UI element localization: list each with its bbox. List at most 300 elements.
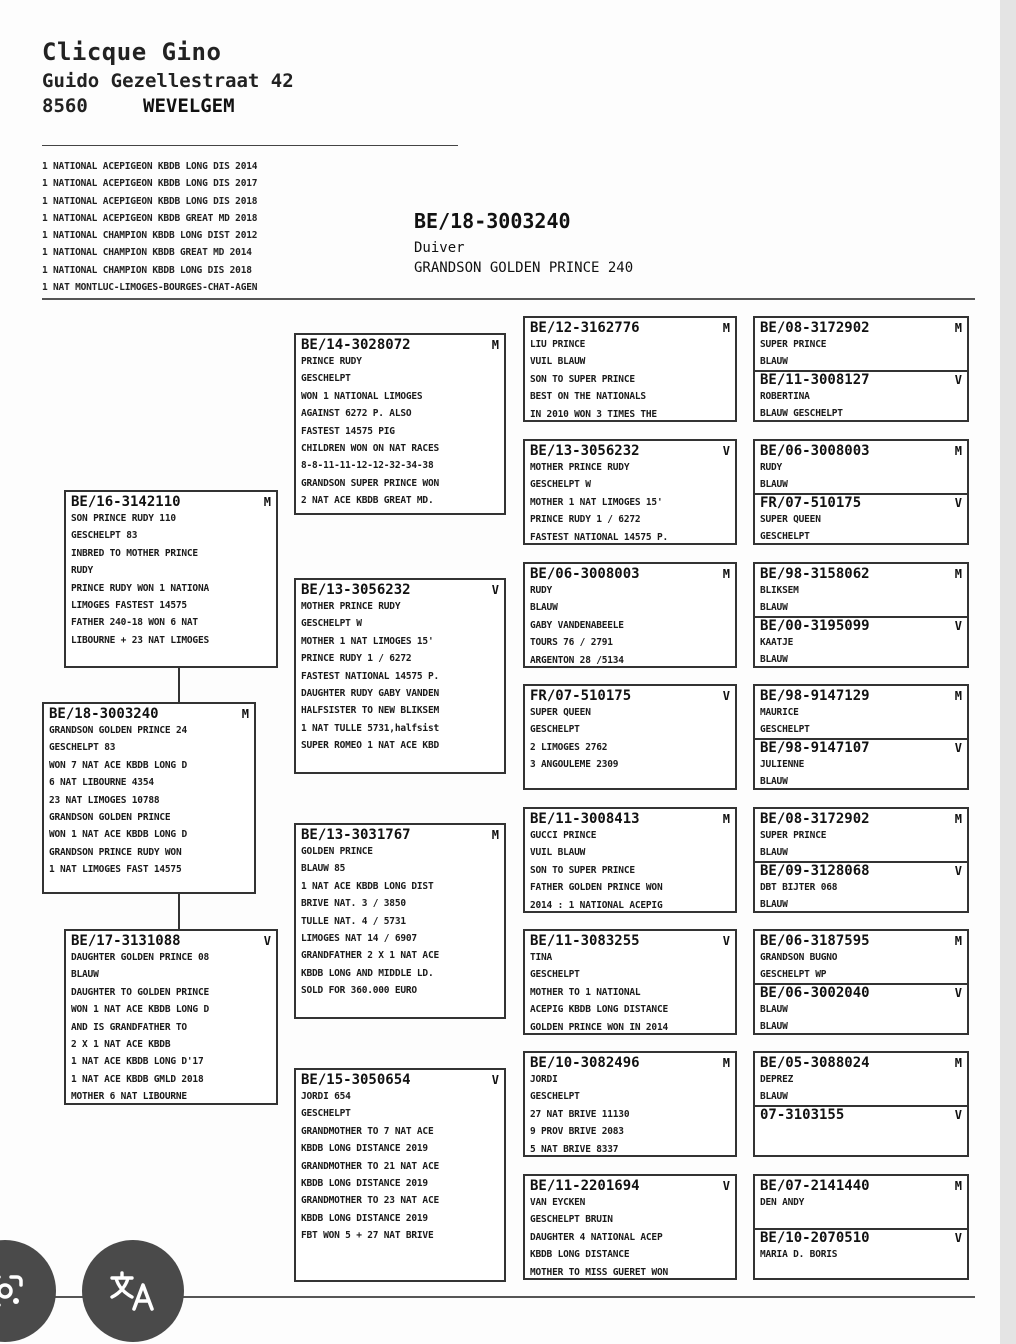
box-header <box>530 688 730 704</box>
box-lines <box>760 879 962 913</box>
sex-marker: M <box>491 338 499 352</box>
info-line: MOTHER 1 NAT LIMOGES 15' <box>530 496 663 508</box>
info-line: WON 1 NAT ACE KBDB LONG D <box>71 1004 209 1016</box>
info-line: JORDI 654 <box>301 1091 351 1102</box>
info-line: MOTHER TO MISS GUERET WON <box>530 1266 668 1278</box>
info-line: 1 NAT ACE KBDB LONG D'17 <box>71 1056 204 1068</box>
achievement-item: 1 NATIONAL ACEPIGEON KBDB GREAT MD 2018 <box>42 212 258 224</box>
ring-number: BE/05-3088024 <box>760 1055 870 1071</box>
ring-number: FR/07-510175 <box>530 688 632 704</box>
sex-marker: M <box>722 812 730 826</box>
pigeon-pair-box <box>753 929 969 1035</box>
ring-number: BE/06-3002040 <box>760 985 870 1001</box>
info-line: MOTHER TO 1 NATIONAL <box>530 986 641 998</box>
info-line: GOLDEN PRINCE WON IN 2014 <box>530 1021 668 1033</box>
header-divider <box>42 145 458 146</box>
info-line: SON TO SUPER PRINCE <box>530 864 635 876</box>
info-line: 1 NAT LIMOGES FAST 14575 <box>49 864 182 876</box>
pigeon-box-great-grandparent <box>523 1174 737 1280</box>
info-line: INBRED TO MOTHER PRINCE <box>71 547 198 559</box>
ring-number: BE/09-3128068 <box>760 863 870 879</box>
info-line: BLAUW <box>530 602 558 614</box>
pigeon-hen <box>755 1228 967 1280</box>
box-lines <box>760 634 962 668</box>
box-lines <box>301 843 499 1000</box>
info-line: TOURS 76 / 2791 <box>530 637 613 649</box>
box-lines <box>530 459 730 545</box>
pigeon-pair-box <box>753 1051 969 1157</box>
info-line: GRANDSON GOLDEN PRINCE 24 <box>49 725 187 736</box>
pigeon-cock <box>760 688 962 738</box>
info-line: GRANDFATHER 2 X 1 NAT ACE <box>301 950 439 962</box>
box-lines <box>760 1071 962 1106</box>
info-line: LIU PRINCE <box>530 339 586 350</box>
info-line: GESCHELPT W <box>530 479 591 491</box>
box-lines <box>530 1194 730 1280</box>
info-line: SON PRINCE RUDY 110 <box>71 513 176 524</box>
info-line: LIMOGES NAT 14 / 6907 <box>301 933 417 945</box>
info-line: MOTHER PRINCE RUDY <box>301 601 401 612</box>
info-line: DAUGHTER 4 NATIONAL ACEP <box>530 1231 663 1243</box>
info-line: MAURICE <box>760 707 799 718</box>
info-line: GESCHELPT <box>530 1091 580 1103</box>
info-line: RUDY <box>760 462 783 473</box>
box-lines <box>530 582 730 668</box>
info-line: GRANDSON GOLDEN PRINCE <box>49 812 171 824</box>
box-header <box>760 1178 962 1194</box>
sex-marker: V <box>263 934 271 948</box>
sex-marker: V <box>954 496 962 510</box>
box-header <box>760 863 962 879</box>
ring-number: BE/14-3028072 <box>301 337 411 353</box>
info-line: BLAUW <box>760 899 788 911</box>
info-line: BLAUW <box>760 1091 788 1103</box>
info-line: WON 1 NATIONAL LIMOGES <box>301 390 423 402</box>
pigeon-pair-box <box>753 807 969 913</box>
info-line: GESCHELPT <box>760 724 810 736</box>
box-lines <box>760 704 962 739</box>
info-line: MARIA D. BORIS <box>760 1249 838 1260</box>
info-line: PRINCE RUDY <box>301 356 362 367</box>
info-line: GABY VANDENABEELE <box>530 619 624 631</box>
box-header <box>760 1055 962 1071</box>
info-line: PRINCE RUDY 1 / 6272 <box>301 653 412 665</box>
sex-marker: V <box>491 583 499 597</box>
sex-marker: V <box>954 741 962 755</box>
ring-number: BE/06-3008003 <box>530 566 640 582</box>
pigeon-cock <box>760 566 962 616</box>
info-line: GESCHELPT <box>530 724 580 736</box>
pigeon-pair-box <box>753 439 969 545</box>
info-line: VUIL BLAUW <box>530 847 586 859</box>
sex-marker: V <box>954 986 962 1000</box>
main-sex: Duiver <box>414 240 465 256</box>
info-line: GOLDEN PRINCE <box>301 846 373 857</box>
achievement-item: 1 NAT MONTLUC-LIMOGES-BOURGES-CHAT-AGEN <box>42 282 258 294</box>
info-line: DEPREZ <box>760 1074 794 1085</box>
info-line: 3 ANGOULEME 2309 <box>530 759 619 771</box>
scroll-edge <box>1000 0 1016 1344</box>
achievement-item: 1 NATIONAL ACEPIGEON KBDB LONG DIS 2014 <box>42 161 258 172</box>
box-header <box>760 443 962 459</box>
ring-number: BE/15-3050654 <box>301 1072 411 1088</box>
info-line: GESCHELPT <box>530 969 580 981</box>
info-line: BRIVE NAT. 3 / 3850 <box>301 898 406 910</box>
achievement-item: 1 NATIONAL ACEPIGEON KBDB LONG DIS 2018 <box>42 195 258 207</box>
info-line: GESCHELPT 83 <box>71 530 138 542</box>
box-lines <box>760 827 962 862</box>
box-header <box>760 566 962 582</box>
ring-number: BE/12-3162776 <box>530 320 640 336</box>
box-header <box>760 372 962 388</box>
pigeon-hen <box>755 983 967 1035</box>
info-line: BLAUW <box>760 847 788 859</box>
box-lines <box>760 756 962 790</box>
info-line: VAN EYCKEN <box>530 1197 586 1208</box>
sex-marker: V <box>954 1231 962 1245</box>
ring-number: BE/08-3172902 <box>760 320 870 336</box>
info-line: KBDB LONG DISTANCE <box>530 1249 630 1261</box>
ring-number: BE/13-3056232 <box>301 582 411 598</box>
sex-marker: V <box>722 444 730 458</box>
box-lines <box>760 1246 962 1263</box>
pigeon-box-great-grandparent <box>523 807 737 913</box>
ring-number: BE/11-2201694 <box>530 1178 640 1194</box>
pigeon-box-dam <box>64 929 278 1105</box>
sex-marker: V <box>954 864 962 878</box>
box-header <box>301 827 499 843</box>
pigeon-box-subject <box>42 702 256 894</box>
info-line: GRANDSON SUPER PRINCE WON <box>301 477 439 489</box>
info-line: LIBOURNE + 23 NAT LIMOGES <box>71 634 209 646</box>
info-line: BLAUW <box>760 1004 788 1015</box>
achievement-item: 1 NATIONAL CHAMPION KBDB LONG DIST 2012 <box>42 230 258 242</box>
sex-marker: V <box>491 1073 499 1087</box>
info-line: CHILDREN WON ON NAT RACES <box>301 443 439 455</box>
box-header <box>530 933 730 949</box>
ring-number: BE/13-3031767 <box>301 827 411 843</box>
box-header <box>71 933 271 949</box>
box-header <box>530 320 730 336</box>
info-line: JORDI <box>530 1074 558 1085</box>
box-header <box>760 618 962 634</box>
box-header <box>760 811 962 827</box>
box-lines <box>760 459 962 494</box>
info-line: GRANDSON PRINCE RUDY WON <box>49 846 182 858</box>
box-header <box>301 1072 499 1088</box>
box-lines <box>71 510 271 649</box>
pigeon-box-sire <box>64 490 278 668</box>
info-line: BLAUW <box>760 776 788 788</box>
info-line: FBT WON 5 + 27 NAT BRIVE <box>301 1230 434 1242</box>
box-header <box>760 320 962 336</box>
info-line: DBT BIJTER 068 <box>760 882 838 893</box>
info-line: ROBERTINA <box>760 391 810 402</box>
box-lines <box>530 827 730 913</box>
ring-number: BE/06-3187595 <box>760 933 870 949</box>
info-line: IN 2010 WON 3 TIMES THE <box>530 408 657 420</box>
info-line: KBDB LONG AND MIDDLE LD. <box>301 967 434 979</box>
info-line: RUDY <box>530 585 553 596</box>
pigeon-pair-box <box>753 562 969 668</box>
ring-number: BE/98-9147129 <box>760 688 870 704</box>
pigeon-cock <box>760 1178 962 1228</box>
pigeon-box-grandparent <box>294 1068 506 1282</box>
info-line: BLAUW <box>760 602 788 614</box>
info-line: DAUGHTER RUDY GABY VANDEN <box>301 688 439 700</box>
pigeon-box-grandparent <box>294 333 506 515</box>
info-line: DAUGHTER TO GOLDEN PRINCE <box>71 986 209 998</box>
info-line: GESCHELPT <box>301 373 351 385</box>
sex-marker: M <box>954 812 962 826</box>
info-line: BLAUW <box>71 969 99 981</box>
info-line: GESCHELPT 83 <box>49 742 116 754</box>
info-line: SUPER PRINCE <box>760 830 827 841</box>
sex-marker: M <box>954 321 962 335</box>
box-lines <box>49 722 249 879</box>
pigeon-box-grandparent <box>294 578 506 774</box>
pigeon-box-great-grandparent <box>523 1051 737 1157</box>
info-line: FASTEST NATIONAL 14575 P. <box>301 670 439 682</box>
ring-number: BE/16-3142110 <box>71 494 181 510</box>
pigeon-hen <box>755 738 967 790</box>
box-lines <box>71 949 271 1105</box>
sex-marker: V <box>954 373 962 387</box>
info-line: GRANDMOTHER TO 21 NAT ACE <box>301 1160 439 1172</box>
box-header <box>760 688 962 704</box>
main-description: GRANDSON GOLDEN PRINCE 240 <box>414 260 634 276</box>
box-header <box>301 582 499 598</box>
translate-button[interactable] <box>82 1240 184 1342</box>
pigeon-hen <box>755 861 967 913</box>
ring-number: BE/17-3131088 <box>71 933 181 949</box>
info-line: KAATJE <box>760 637 794 648</box>
sex-marker: M <box>954 1179 962 1193</box>
pigeon-pair-box <box>753 684 969 790</box>
box-header <box>760 1107 962 1123</box>
info-line: GESCHELPT <box>301 1108 351 1120</box>
pigeon-cock <box>760 1055 962 1105</box>
ring-number: BE/11-3008127 <box>760 372 870 388</box>
info-line: 6 NAT LIBOURNE 4354 <box>49 777 154 789</box>
info-line: VUIL BLAUW <box>530 356 586 368</box>
owner-city: WEVELGEM <box>143 95 235 117</box>
info-line: TINA <box>530 952 553 963</box>
info-line: BLAUW <box>760 654 788 666</box>
info-line: SUPER QUEEN <box>530 707 591 718</box>
ring-number: BE/10-2070510 <box>760 1230 870 1246</box>
box-lines <box>530 704 730 774</box>
sex-marker: M <box>954 689 962 703</box>
info-line: ARGENTON 28 /5134 <box>530 654 624 666</box>
pigeon-cock <box>760 933 962 983</box>
info-line: MOTHER PRINCE RUDY <box>530 462 630 473</box>
info-line: FATHER GOLDEN PRINCE WON <box>530 882 663 894</box>
info-line: BLAUW 85 <box>301 863 346 875</box>
box-header <box>760 740 962 756</box>
info-line: FASTEST NATIONAL 14575 P. <box>530 531 668 543</box>
box-lines <box>760 511 962 545</box>
sex-marker: V <box>954 619 962 633</box>
pigeon-box-great-grandparent <box>523 316 737 422</box>
info-line: 2 LIMOGES 2762 <box>530 741 608 753</box>
info-line: HALFSISTER TO NEW BLIKSEM <box>301 705 439 717</box>
google-lens-icon <box>0 1271 25 1311</box>
sex-marker: M <box>954 567 962 581</box>
info-line: TULLE NAT. 4 / 5731 <box>301 915 406 927</box>
achievement-item: 1 NATIONAL CHAMPION KBDB GREAT MD 2014 <box>42 247 252 259</box>
pigeon-hen <box>755 493 967 545</box>
info-line: DEN ANDY <box>760 1197 805 1208</box>
pigeon-box-great-grandparent <box>523 562 737 668</box>
info-line: GESCHELPT <box>760 531 810 543</box>
info-line: BLAUW <box>760 1021 788 1033</box>
pigeon-hen <box>755 616 967 668</box>
info-line: LIMOGES FASTEST 14575 <box>71 600 187 612</box>
owner-name: Clicque Gino <box>42 38 222 66</box>
info-line: SON TO SUPER PRINCE <box>530 373 635 385</box>
box-header <box>760 985 962 1001</box>
info-line: BEST ON THE NATIONALS <box>530 391 646 403</box>
sex-marker: M <box>954 1056 962 1070</box>
info-line: BLAUW <box>760 479 788 491</box>
box-header <box>530 1055 730 1071</box>
info-line: 5 NAT BRIVE 8337 <box>530 1143 619 1155</box>
ring-number: BE/08-3172902 <box>760 811 870 827</box>
ring-number: BE/98-9147107 <box>760 740 870 756</box>
sex-marker: V <box>954 1108 962 1122</box>
ring-number: BE/07-2141440 <box>760 1178 870 1194</box>
box-lines <box>530 1071 730 1157</box>
box-header <box>760 1230 962 1246</box>
info-line: KBDB LONG DISTANCE 2019 <box>301 1178 428 1190</box>
ring-number: BE/06-3008003 <box>760 443 870 459</box>
ring-number: BE/13-3056232 <box>530 443 640 459</box>
ring-number: BE/10-3082496 <box>530 1055 640 1071</box>
sex-marker: M <box>491 828 499 842</box>
info-line: 1 NAT ACE KBDB GMLD 2018 <box>71 1073 204 1085</box>
info-line: KBDB LONG DISTANCE 2019 <box>301 1143 428 1155</box>
translate-icon <box>108 1269 158 1313</box>
pigeon-cock <box>760 320 962 370</box>
owner-street: Guido Gezellestraat 42 <box>42 70 294 92</box>
info-line: DAUGHTER GOLDEN PRINCE 08 <box>71 952 209 963</box>
info-line: BLIKSEM <box>760 585 799 596</box>
info-line: JULIENNE <box>760 759 805 770</box>
pigeon-box-great-grandparent <box>523 439 737 545</box>
pigeon-hen <box>755 370 967 422</box>
main-ring-number: BE/18-3003240 <box>414 209 571 233</box>
info-line: KBDB LONG DISTANCE 2019 <box>301 1212 428 1224</box>
box-header <box>530 443 730 459</box>
sex-marker: V <box>722 934 730 948</box>
info-line: FASTEST 14575 PIG <box>301 425 395 437</box>
ring-number: 07-3103155 <box>760 1107 845 1123</box>
ring-number: BE/00-3195099 <box>760 618 870 634</box>
box-lines <box>760 336 962 371</box>
info-line: SUPER PRINCE <box>760 339 827 350</box>
info-line: GRANDSON BUGNO <box>760 952 838 963</box>
ring-number: BE/98-3158062 <box>760 566 870 582</box>
sex-marker: M <box>241 707 249 721</box>
pigeon-hen <box>755 1105 967 1157</box>
box-lines <box>301 598 499 755</box>
info-line: GESCHELPT W <box>301 618 362 630</box>
info-line: 2 NAT ACE KBDB GREAT MD. <box>301 495 434 507</box>
box-header <box>530 811 730 827</box>
pigeon-cock <box>760 811 962 861</box>
info-line: PRINCE RUDY 1 / 6272 <box>530 514 641 526</box>
info-line: 1 NAT TULLE 5731,halfsist <box>301 722 439 734</box>
connector-sire <box>178 666 180 704</box>
info-line: WON 1 NAT ACE KBDB LONG D <box>49 829 187 841</box>
section-divider <box>42 298 975 300</box>
ring-number: BE/11-3008413 <box>530 811 640 827</box>
box-header <box>530 566 730 582</box>
box-header <box>760 933 962 949</box>
achievements-list <box>42 158 257 296</box>
sex-marker: M <box>722 1056 730 1070</box>
box-lines <box>760 1194 962 1211</box>
info-line: 2 X 1 NAT ACE KBDB <box>71 1039 171 1051</box>
box-header <box>530 1178 730 1194</box>
achievement-item: 1 NATIONAL CHAMPION KBDB LONG DIS 2018 <box>42 264 252 276</box>
achievement-item: 1 NATIONAL ACEPIGEON KBDB LONG DIS 2017 <box>42 178 258 190</box>
info-line: BLAUW GESCHELPT <box>760 408 843 420</box>
info-line: GESCHELPT WP <box>760 969 827 981</box>
sex-marker: V <box>722 689 730 703</box>
sex-marker: M <box>954 934 962 948</box>
info-line: RUDY <box>71 565 94 577</box>
info-line: SOLD FOR 360.000 EURO <box>301 985 417 997</box>
info-line: GUCCI PRINCE <box>530 830 597 841</box>
info-line: 8-8-11-11-12-12-32-34-38 <box>301 460 434 472</box>
sex-marker: M <box>954 444 962 458</box>
pigeon-box-grandparent <box>294 823 506 1019</box>
pigeon-box-great-grandparent <box>523 684 737 790</box>
info-line: 27 NAT BRIVE 11130 <box>530 1108 630 1120</box>
info-line: GRANDMOTHER TO 7 NAT ACE <box>301 1125 434 1137</box>
info-line: BLAUW <box>760 356 788 368</box>
box-lines <box>301 1088 499 1245</box>
info-line: AND IS GRANDFATHER TO <box>71 1021 187 1033</box>
info-line: GRANDMOTHER TO 23 NAT ACE <box>301 1195 439 1207</box>
connector-dam <box>178 893 180 931</box>
info-line: ACEPIG KBDB LONG DISTANCE <box>530 1004 668 1016</box>
box-lines <box>760 582 962 617</box>
ring-number: FR/07-510175 <box>760 495 862 511</box>
pigeon-pair-box <box>753 1174 969 1280</box>
info-line: PRINCE RUDY WON 1 NATIONA <box>71 582 209 594</box>
info-line: MOTHER 1 NAT LIMOGES 15' <box>301 635 434 647</box>
box-lines <box>760 949 962 984</box>
sex-marker: V <box>722 1179 730 1193</box>
info-line: SUPER QUEEN <box>760 514 821 525</box>
sex-marker: M <box>722 321 730 335</box>
info-line: 2014 : 1 NATIONAL ACEPIG <box>530 899 663 911</box>
pigeon-cock <box>760 443 962 493</box>
ring-number: BE/18-3003240 <box>49 706 159 722</box>
box-lines <box>301 353 499 510</box>
sex-marker: M <box>263 495 271 509</box>
box-header <box>301 337 499 353</box>
info-line: WON 7 NAT ACE KBDB LONG D <box>49 759 187 771</box>
info-line: GESCHELPT BRUIN <box>530 1214 613 1226</box>
box-header <box>760 495 962 511</box>
owner-zip: 8560 <box>42 95 88 117</box>
box-lines <box>530 949 730 1035</box>
box-lines <box>760 388 962 422</box>
